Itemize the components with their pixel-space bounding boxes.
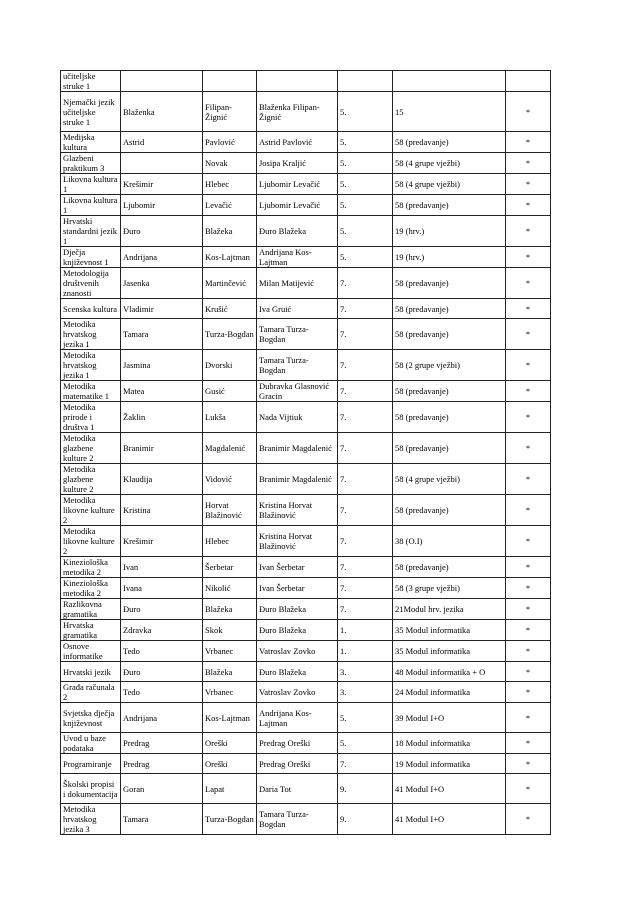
first-name-cell <box>121 153 203 174</box>
first-name-cell: Đuro <box>121 599 203 620</box>
table-row <box>61 319 551 350</box>
course-cell: Osnove informatike <box>61 641 121 662</box>
first-name-cell: Predrag <box>121 733 203 754</box>
first-name-cell: Tamara <box>121 319 203 350</box>
last-name-cell: Blažeka <box>203 216 257 247</box>
semester-cell: 7. <box>338 557 393 578</box>
course-schedule-table <box>60 70 551 835</box>
table-row <box>61 557 551 578</box>
table-row <box>61 92 551 132</box>
instructor-cell: Dubravka Glasnović Gracin <box>257 381 338 402</box>
hours-cell: 48 Modul informatika + O <box>393 662 506 682</box>
table-row <box>61 216 551 247</box>
course-cell: Medijska kultura <box>61 132 121 153</box>
instructor-cell: Milan Matijević <box>257 268 338 299</box>
last-name-cell: Novak <box>203 153 257 174</box>
instructor-cell: Ivan Šerbetar <box>257 578 338 599</box>
semester-cell: 7. <box>338 350 393 381</box>
last-name-cell: Šerbetar <box>203 557 257 578</box>
hours-cell: 41 Modul I+O <box>393 804 506 835</box>
instructor-cell: Nada Vijtiuk <box>257 402 338 433</box>
last-name-cell: Vrbanec <box>203 641 257 662</box>
semester-cell: 9. <box>338 804 393 835</box>
first-name-cell: Žaklin <box>121 402 203 433</box>
first-name-cell: Andrijana <box>121 703 203 733</box>
table-row <box>61 433 551 464</box>
first-name-cell: Ivana <box>121 578 203 599</box>
table-row <box>61 804 551 835</box>
table-row <box>61 71 551 92</box>
course-cell: Metodika glazbene kulture 2 <box>61 464 121 495</box>
instructor-cell <box>257 71 338 92</box>
table-row <box>61 350 551 381</box>
instructor-cell: Astrid Pavlović <box>257 132 338 153</box>
semester-cell: 7. <box>338 381 393 402</box>
last-name-cell: Nikolić <box>203 578 257 599</box>
mark-cell: * <box>506 319 551 350</box>
mark-cell: * <box>506 402 551 433</box>
table-row <box>61 195 551 216</box>
table-row <box>61 174 551 195</box>
table-row <box>61 381 551 402</box>
mark-cell: * <box>506 641 551 662</box>
course-cell: Hrvatska gramatika <box>61 620 121 641</box>
semester-cell: 5. <box>338 195 393 216</box>
course-cell: Kineziološka metodika 2 <box>61 557 121 578</box>
hours-cell: 39 Modul I+O <box>393 703 506 733</box>
first-name-cell: Predrag <box>121 754 203 774</box>
table-row <box>61 299 551 319</box>
first-name-cell: Đuro <box>121 216 203 247</box>
hours-cell: 35 Modul informatika <box>393 641 506 662</box>
instructor-cell: Kristina Horvat Blažinović <box>257 526 338 557</box>
course-cell: Hrvatski jezik <box>61 662 121 682</box>
semester-cell: 5. <box>338 132 393 153</box>
semester-cell: 7. <box>338 599 393 620</box>
semester-cell: 3. <box>338 682 393 703</box>
last-name-cell: Magdalenić <box>203 433 257 464</box>
table-row <box>61 153 551 174</box>
hours-cell: 35 Modul informatika <box>393 620 506 641</box>
table-row <box>61 132 551 153</box>
table-row <box>61 733 551 754</box>
semester-cell: 7. <box>338 578 393 599</box>
course-cell: Metodologija društvenih znanosti <box>61 268 121 299</box>
course-cell: Razlikovna gramatika <box>61 599 121 620</box>
last-name-cell: Blažeka <box>203 662 257 682</box>
mark-cell: * <box>506 578 551 599</box>
instructor-cell: Đuro Blažeka <box>257 599 338 620</box>
course-cell: Metodika hrvatskog jezika 1 <box>61 350 121 381</box>
instructor-cell: Ljubomir Levačić <box>257 195 338 216</box>
table-row <box>61 754 551 774</box>
first-name-cell: Andrijana <box>121 247 203 268</box>
mark-cell: * <box>506 299 551 319</box>
semester-cell: 7. <box>338 268 393 299</box>
course-cell: Glazbeni praktikum 3 <box>61 153 121 174</box>
first-name-cell: Tedo <box>121 682 203 703</box>
table-row <box>61 703 551 733</box>
mark-cell: * <box>506 557 551 578</box>
mark-cell: * <box>506 682 551 703</box>
first-name-cell: Goran <box>121 774 203 804</box>
mark-cell: * <box>506 195 551 216</box>
table-row <box>61 495 551 526</box>
instructor-cell: Branimir Magdalenić <box>257 433 338 464</box>
instructor-cell: Iva Gruić <box>257 299 338 319</box>
table-row <box>61 682 551 703</box>
hours-cell: 58 (predavanje) <box>393 495 506 526</box>
mark-cell: * <box>506 733 551 754</box>
hours-cell: 21Modul hrv. jezika <box>393 599 506 620</box>
instructor-cell: Branimir Magdalenić <box>257 464 338 495</box>
hours-cell: 58 (4 grupe vježbi) <box>393 153 506 174</box>
instructor-cell: Predrag Oreški <box>257 754 338 774</box>
semester-cell: 7. <box>338 402 393 433</box>
last-name-cell: Levačić <box>203 195 257 216</box>
mark-cell: * <box>506 599 551 620</box>
table-row <box>61 268 551 299</box>
last-name-cell: Turza-Bogdan <box>203 319 257 350</box>
instructor-cell: Ivan Šerbetar <box>257 557 338 578</box>
table-row <box>61 662 551 682</box>
instructor-cell: Vatroslav Zovko <box>257 641 338 662</box>
table-row <box>61 578 551 599</box>
first-name-cell: Ivan <box>121 557 203 578</box>
semester-cell: 9. <box>338 774 393 804</box>
instructor-cell: Tamara Turza-Bogdan <box>257 319 338 350</box>
first-name-cell: Krešimir <box>121 526 203 557</box>
last-name-cell: Pavlović <box>203 132 257 153</box>
last-name-cell: Gusić <box>203 381 257 402</box>
instructor-cell: Đuro Blažeka <box>257 620 338 641</box>
semester-cell: 7. <box>338 526 393 557</box>
hours-cell: 24 Modul informatika <box>393 682 506 703</box>
table-row <box>61 247 551 268</box>
instructor-cell: Tamara Turza-Bogdan <box>257 804 338 835</box>
semester-cell: 7. <box>338 495 393 526</box>
semester-cell: 7. <box>338 319 393 350</box>
mark-cell: * <box>506 495 551 526</box>
last-name-cell: Turza-Bogdan <box>203 804 257 835</box>
first-name-cell: Đuro <box>121 662 203 682</box>
hours-cell: 19 (hrv.) <box>393 247 506 268</box>
table-row <box>61 641 551 662</box>
last-name-cell: Hlebec <box>203 174 257 195</box>
course-cell: Svjetska dječja književnost <box>61 703 121 733</box>
mark-cell <box>506 71 551 92</box>
course-cell: Kineziološka metodika 2 <box>61 578 121 599</box>
last-name-cell: Lukša <box>203 402 257 433</box>
hours-cell: 58 (predavanje) <box>393 402 506 433</box>
first-name-cell: Blaženka <box>121 92 203 132</box>
semester-cell: 5. <box>338 733 393 754</box>
course-cell: Hrvatski standardni jezik 1 <box>61 216 121 247</box>
semester-cell: 1. <box>338 620 393 641</box>
instructor-cell: Vatroslav Zovko <box>257 682 338 703</box>
table-row <box>61 599 551 620</box>
instructor-cell: Ljubomir Levačić <box>257 174 338 195</box>
last-name-cell: Horvat Blažinović <box>203 495 257 526</box>
hours-cell <box>393 71 506 92</box>
mark-cell: * <box>506 92 551 132</box>
table-body <box>61 71 551 835</box>
course-cell: Njemački jezik učiteljske struke 1 <box>61 92 121 132</box>
last-name-cell: Oreški <box>203 733 257 754</box>
hours-cell: 58 (2 grupe vježbi) <box>393 350 506 381</box>
first-name-cell: Tamara <box>121 804 203 835</box>
mark-cell: * <box>506 132 551 153</box>
last-name-cell <box>203 71 257 92</box>
table-row <box>61 402 551 433</box>
mark-cell: * <box>506 703 551 733</box>
first-name-cell: Zdravka <box>121 620 203 641</box>
last-name-cell: Lapat <box>203 774 257 804</box>
hours-cell: 58 (predavanje) <box>393 557 506 578</box>
course-cell: Programiranje <box>61 754 121 774</box>
instructor-cell: Daria Tot <box>257 774 338 804</box>
course-cell: učiteljske struke 1 <box>61 71 121 92</box>
instructor-cell: Đuro Blažeka <box>257 662 338 682</box>
instructor-cell: Tamara Turza-Bogdan <box>257 350 338 381</box>
instructor-cell: Andrijana Kos-Lajtman <box>257 703 338 733</box>
hours-cell: 58 (4 grupe vježbi) <box>393 464 506 495</box>
mark-cell: * <box>506 174 551 195</box>
instructor-cell: Đuro Blažeka <box>257 216 338 247</box>
first-name-cell <box>121 71 203 92</box>
hours-cell: 19 Modul informatika <box>393 754 506 774</box>
course-cell: Školski propisi i dokumentacija <box>61 774 121 804</box>
table-row <box>61 526 551 557</box>
last-name-cell: Filipan-Žignić <box>203 92 257 132</box>
first-name-cell: Jasenka <box>121 268 203 299</box>
instructor-cell: Predrag Oreški <box>257 733 338 754</box>
semester-cell: 5. <box>338 216 393 247</box>
course-cell: Dječja književnost 1 <box>61 247 121 268</box>
semester-cell: 5. <box>338 247 393 268</box>
table-row <box>61 774 551 804</box>
mark-cell: * <box>506 774 551 804</box>
instructor-cell: Andrijana Kos-Lajtman <box>257 247 338 268</box>
mark-cell: * <box>506 381 551 402</box>
course-cell: Uvod u baze podataka <box>61 733 121 754</box>
hours-cell: 15 <box>393 92 506 132</box>
last-name-cell: Vidović <box>203 464 257 495</box>
semester-cell: 7. <box>338 754 393 774</box>
course-cell: Metodika likovne kulture 2 <box>61 495 121 526</box>
course-cell: Likovna kultura 1 <box>61 195 121 216</box>
course-cell: Građa računala 2 <box>61 682 121 703</box>
semester-cell: 5. <box>338 703 393 733</box>
first-name-cell: Branimir <box>121 433 203 464</box>
semester-cell <box>338 71 393 92</box>
mark-cell: * <box>506 153 551 174</box>
instructor-cell: Josipa Kraljić <box>257 153 338 174</box>
mark-cell: * <box>506 662 551 682</box>
first-name-cell: Klaudija <box>121 464 203 495</box>
last-name-cell: Oreški <box>203 754 257 774</box>
mark-cell: * <box>506 350 551 381</box>
mark-cell: * <box>506 754 551 774</box>
hours-cell: 38 (O.I) <box>393 526 506 557</box>
first-name-cell: Tedo <box>121 641 203 662</box>
hours-cell: 58 (predavanje) <box>393 268 506 299</box>
hours-cell: 58 (3 grupe vježbi) <box>393 578 506 599</box>
last-name-cell: Hlebec <box>203 526 257 557</box>
course-cell: Metodika hrvatskog jezika 3 <box>61 804 121 835</box>
hours-cell: 19 (hrv.) <box>393 216 506 247</box>
first-name-cell: Ljubomir <box>121 195 203 216</box>
mark-cell: * <box>506 247 551 268</box>
instructor-cell: Kristina Horvat Blažinović <box>257 495 338 526</box>
course-cell: Scenska kultura <box>61 299 121 319</box>
semester-cell: 1. <box>338 641 393 662</box>
mark-cell: * <box>506 216 551 247</box>
semester-cell: 3. <box>338 662 393 682</box>
semester-cell: 5. <box>338 174 393 195</box>
last-name-cell: Blažeka <box>203 599 257 620</box>
course-cell: Metodika prirode i društva 1 <box>61 402 121 433</box>
mark-cell: * <box>506 433 551 464</box>
last-name-cell: Krušić <box>203 299 257 319</box>
table-row <box>61 464 551 495</box>
mark-cell: * <box>506 526 551 557</box>
mark-cell: * <box>506 464 551 495</box>
course-cell: Metodika hrvatskog jezika 1 <box>61 319 121 350</box>
hours-cell: 58 (predavanje) <box>393 132 506 153</box>
hours-cell: 58 (predavanje) <box>393 319 506 350</box>
semester-cell: 5. <box>338 153 393 174</box>
mark-cell: * <box>506 620 551 641</box>
mark-cell: * <box>506 268 551 299</box>
last-name-cell: Vrbanec <box>203 682 257 703</box>
course-cell: Metodika glazbene kulture 2 <box>61 433 121 464</box>
semester-cell: 7. <box>338 299 393 319</box>
first-name-cell: Matea <box>121 381 203 402</box>
semester-cell: 7. <box>338 464 393 495</box>
hours-cell: 58 (predavanje) <box>393 299 506 319</box>
hours-cell: 18 Modul informatika <box>393 733 506 754</box>
last-name-cell: Dvorski <box>203 350 257 381</box>
hours-cell: 58 (predavanje) <box>393 433 506 464</box>
first-name-cell: Krešimir <box>121 174 203 195</box>
table-row <box>61 620 551 641</box>
mark-cell: * <box>506 804 551 835</box>
course-cell: Metodika matematike 1 <box>61 381 121 402</box>
first-name-cell: Astrid <box>121 132 203 153</box>
hours-cell: 58 (predavanje) <box>393 381 506 402</box>
last-name-cell: Kos-Lajtman <box>203 703 257 733</box>
last-name-cell: Skok <box>203 620 257 641</box>
course-cell: Likovna kultura 1 <box>61 174 121 195</box>
last-name-cell: Kos-Lajtman <box>203 247 257 268</box>
course-cell: Metodika likovne kulture 2 <box>61 526 121 557</box>
first-name-cell: Jasmina <box>121 350 203 381</box>
hours-cell: 58 (4 grupe vježbi) <box>393 174 506 195</box>
hours-cell: 41 Modul I+O <box>393 774 506 804</box>
last-name-cell: Martinčević <box>203 268 257 299</box>
semester-cell: 7. <box>338 433 393 464</box>
first-name-cell: Vladimir <box>121 299 203 319</box>
semester-cell: 5. <box>338 92 393 132</box>
hours-cell: 58 (predavanje) <box>393 195 506 216</box>
first-name-cell: Kristina <box>121 495 203 526</box>
instructor-cell: Blaženka Filipan-Žignić <box>257 92 338 132</box>
